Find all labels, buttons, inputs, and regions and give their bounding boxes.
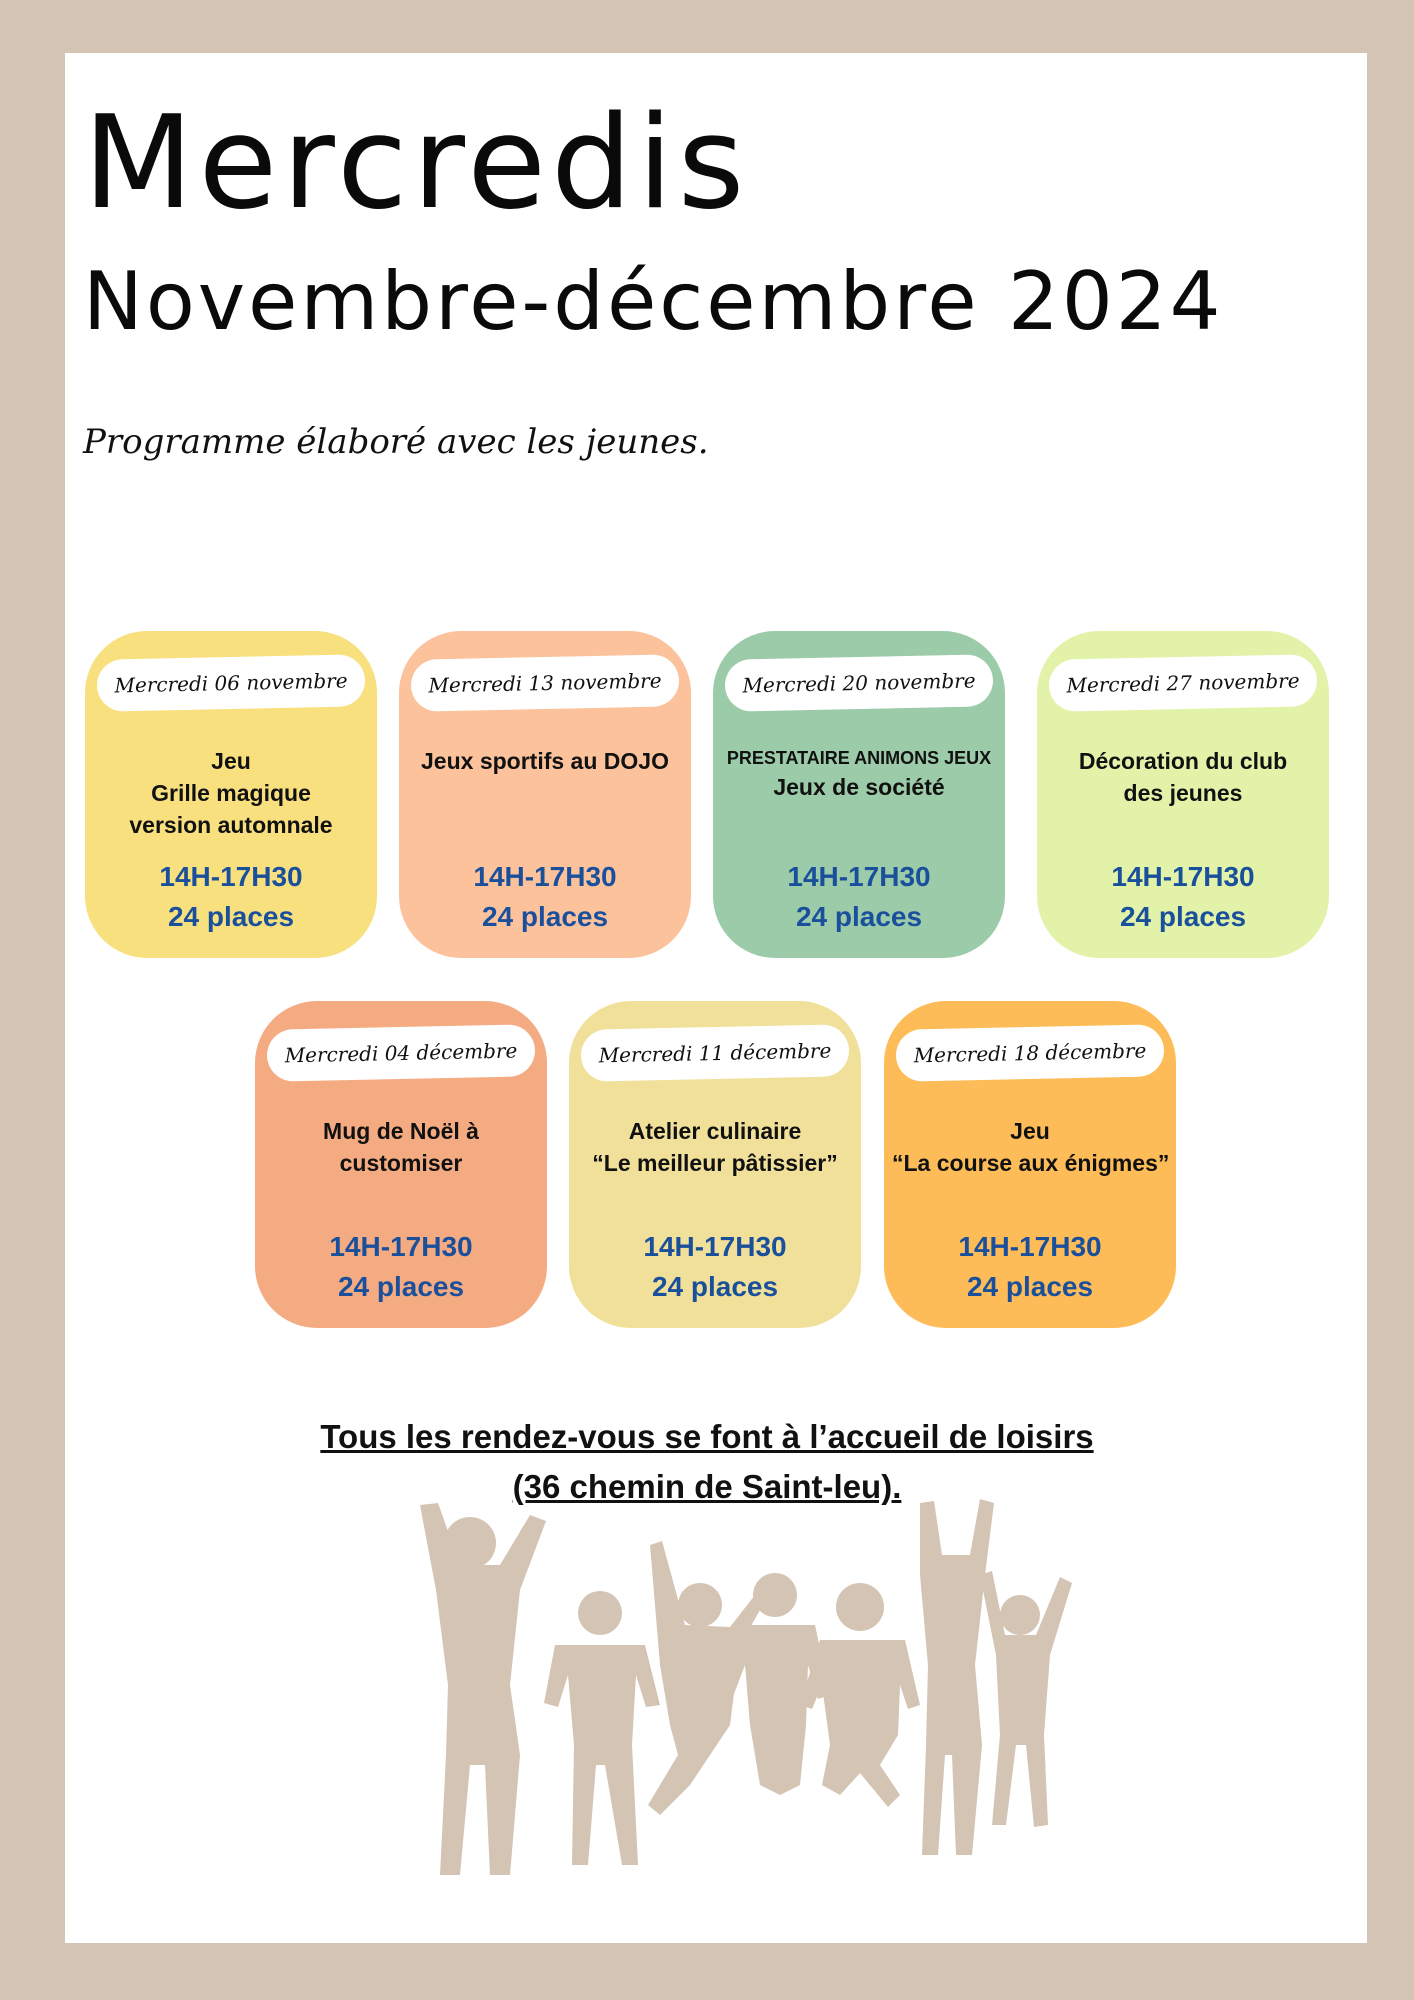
date-pill xyxy=(410,654,679,712)
event-places: 24 places xyxy=(651,1271,779,1302)
date-pill xyxy=(1048,654,1317,712)
event-card xyxy=(569,1001,861,1328)
event-hours: 14H-17H30 xyxy=(787,861,931,892)
event-date: Mercredi 06 novembre xyxy=(114,668,348,698)
event-places: 24 places xyxy=(795,901,923,932)
activity-line: Jeux sportifs au DOJO xyxy=(421,748,669,774)
event-places: 24 places xyxy=(337,1271,465,1302)
activity-line: des jeunes xyxy=(1123,780,1243,806)
poster-title: Mercredis xyxy=(83,89,750,238)
date-pill xyxy=(266,1024,535,1082)
date-pill xyxy=(580,1024,849,1082)
kid-silhouette xyxy=(544,1591,660,1865)
activity-line: Atelier culinaire xyxy=(628,1118,802,1144)
event-card xyxy=(255,1001,547,1328)
activity-line: Jeu xyxy=(1010,1118,1050,1144)
event-schedule xyxy=(255,1227,547,1307)
kid-silhouette xyxy=(920,1499,994,1855)
event-schedule xyxy=(569,1227,861,1307)
event-places: 24 places xyxy=(1119,901,1247,932)
event-activity xyxy=(892,1115,1168,1179)
meeting-point-line: Tous les rendez-vous se font à l’accueil de loisirs xyxy=(320,1418,1094,1455)
event-hours: 14H-17H30 xyxy=(958,1231,1102,1262)
kid-silhouette xyxy=(420,1503,546,1875)
event-date: Mercredi 11 décembre xyxy=(598,1038,832,1068)
date-pill xyxy=(895,1024,1164,1082)
event-activity xyxy=(93,745,369,841)
activity-line: Jeu xyxy=(211,748,251,774)
event-card xyxy=(884,1001,1176,1328)
event-date: Mercredi 18 décembre xyxy=(913,1038,1147,1068)
event-date: Mercredi 27 novembre xyxy=(1066,668,1300,698)
poster-subtitle: Novembre-décembre 2024 xyxy=(83,255,1224,348)
activity-line: Décoration du club xyxy=(1078,748,1288,774)
activity-line: “La course aux énigmes” xyxy=(892,1150,1170,1176)
event-date: Mercredi 04 décembre xyxy=(284,1038,518,1068)
event-card xyxy=(713,631,1005,958)
event-places: 24 places xyxy=(481,901,609,932)
event-activity xyxy=(577,1115,853,1179)
meeting-point-address: (36 chemin de Saint-leu). xyxy=(512,1468,902,1505)
activity-line: version automnale xyxy=(129,812,333,838)
activity-line: customiser xyxy=(339,1150,463,1176)
event-hours: 14H-17H30 xyxy=(159,861,303,892)
event-schedule xyxy=(884,1227,1176,1307)
event-card xyxy=(1037,631,1329,958)
event-hours: 14H-17H30 xyxy=(473,861,617,892)
event-schedule xyxy=(1037,857,1329,937)
event-schedule xyxy=(713,857,1005,937)
event-card xyxy=(399,631,691,958)
activity-line: Mug de Noël à xyxy=(323,1118,479,1144)
activity-line: PRESTATAIRE ANIMONS JEUX xyxy=(726,748,992,768)
event-date: Mercredi 13 novembre xyxy=(428,668,662,698)
date-pill xyxy=(96,654,365,712)
event-activity xyxy=(263,1115,539,1179)
event-activity xyxy=(1045,745,1321,809)
event-places: 24 places xyxy=(966,1271,1094,1302)
activity-line: Grille magique xyxy=(151,780,311,806)
jumping-kids-silhouette-illustration xyxy=(360,1495,1080,1925)
activity-line: “Le meilleur pâtissier” xyxy=(592,1150,838,1176)
event-hours: 14H-17H30 xyxy=(1111,861,1255,892)
activity-line: Jeux de société xyxy=(773,774,945,800)
poster-tagline: Programme élaboré avec les jeunes. xyxy=(83,422,709,462)
kid-silhouette xyxy=(980,1571,1072,1827)
event-schedule xyxy=(399,857,691,937)
event-hours: 14H-17H30 xyxy=(643,1231,787,1262)
event-activity xyxy=(721,745,997,803)
event-places: 24 places xyxy=(167,901,295,932)
event-card xyxy=(85,631,377,958)
event-schedule xyxy=(85,857,377,937)
event-hours: 14H-17H30 xyxy=(329,1231,473,1262)
date-pill xyxy=(724,654,993,712)
event-activity xyxy=(407,745,683,777)
event-date: Mercredi 20 novembre xyxy=(742,668,976,698)
